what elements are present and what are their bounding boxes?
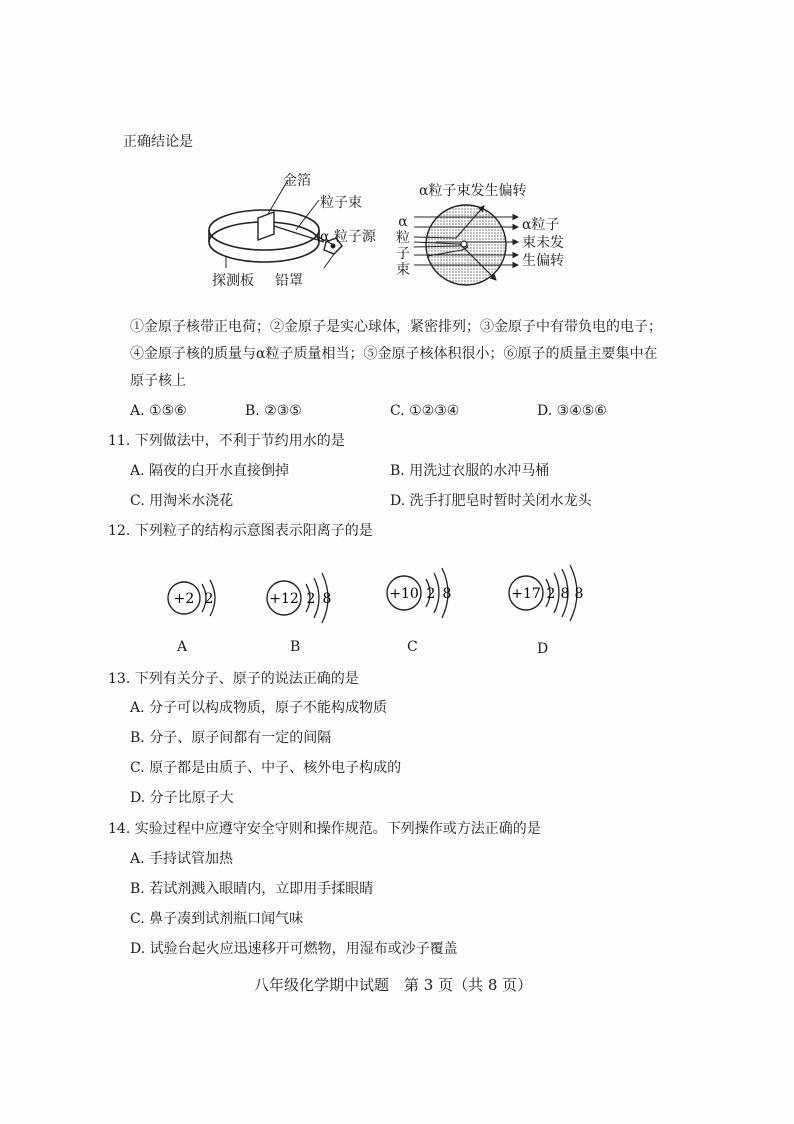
nucleus-charge: +17 bbox=[511, 586, 541, 602]
diagram-label-d: D bbox=[537, 641, 549, 657]
label-detector: 探测板 bbox=[212, 273, 254, 289]
label-beam-undeflected: α粒子 束未发 生偏转 bbox=[522, 217, 564, 269]
label-alpha-source: α 粒子源 bbox=[320, 229, 376, 245]
nucleus-charge: +10 bbox=[389, 586, 419, 602]
q10-prompt-tail: 正确结论是 bbox=[123, 134, 193, 150]
q13-option-c: C. 原子都是由质子、中子、核外电子构成的 bbox=[130, 760, 402, 776]
diagram-label-a: A bbox=[177, 639, 188, 655]
label-alpha-beam-vertical: α 粒 子 束 bbox=[396, 214, 410, 278]
nucleus-charge: +12 bbox=[269, 591, 299, 607]
alpha-scattering-figure bbox=[398, 190, 534, 300]
label-gold-foil: 金箔 bbox=[283, 173, 311, 189]
q10-statements-line-3: 原子核上 bbox=[130, 373, 186, 389]
atom-diagram-d bbox=[504, 561, 600, 625]
q10-option-b: B. ②③⑤ bbox=[245, 403, 302, 419]
q14-option-c: C. 鼻子凑到试剂瓶口闻气味 bbox=[130, 911, 304, 927]
shell-electrons: 8 bbox=[574, 586, 584, 602]
shell-electrons: 8 bbox=[560, 586, 570, 602]
shell-electrons: 2 bbox=[204, 591, 214, 607]
q10-option-d: D. ③④⑤⑥ bbox=[537, 403, 607, 419]
q13-stem: 13. 下列有关分子、原子的说法正确的是 bbox=[108, 671, 359, 687]
q13-option-b: B. 分子、原子间都有一定的间隔 bbox=[130, 730, 332, 746]
q10-statements-line-1: ①金原子核带正电荷；②金原子是实心球体，紧密排列；③金原子中有带负电的电子； bbox=[130, 319, 662, 335]
page-footer: 八年级化学期中试题 第 3 页（共 8 页） bbox=[254, 976, 533, 994]
atom-diagram-a bbox=[162, 570, 222, 626]
shell-electrons: 8 bbox=[442, 586, 452, 602]
label-beam-deflected: α粒子束发生偏转 bbox=[419, 183, 527, 199]
shell-electrons: 2 bbox=[306, 591, 316, 607]
nucleus-charge: +2 bbox=[173, 591, 195, 607]
q14-stem: 14. 实验过程中应遵守安全守则和操作规范。下列操作或方法正确的是 bbox=[108, 821, 541, 837]
shell-electrons: 8 bbox=[322, 591, 332, 607]
q11-option-a: A. 隔夜的白开水直接倒掉 bbox=[130, 463, 290, 479]
q13-option-a: A. 分子可以构成物质，原子不能构成物质 bbox=[130, 700, 388, 716]
q11-option-b: B. 用洗过衣服的水冲马桶 bbox=[390, 463, 550, 479]
q12-stem: 12. 下列粒子的结构示意图表示阳离子的是 bbox=[108, 523, 373, 539]
q14-option-a: A. 手持试管加热 bbox=[130, 851, 234, 867]
q13-option-d: D. 分子比原子大 bbox=[130, 790, 234, 806]
q10-statements-line-2: ④金原子核的质量与α粒子质量相当；⑤金原子核体积很小；⑥原子的质量主要集中在 bbox=[130, 346, 658, 362]
shell-electrons: 2 bbox=[546, 586, 556, 602]
q14-option-d: D. 试验台起火应迅速移开可燃物，用湿布或沙子覆盖 bbox=[130, 941, 458, 957]
q11-option-c: C. 用淘米水浇花 bbox=[130, 493, 234, 509]
atom-diagram-b bbox=[262, 565, 342, 629]
q10-option-c: C. ①②③④ bbox=[390, 403, 460, 419]
q10-option-a: A. ①⑤⑥ bbox=[130, 403, 187, 419]
diagram-label-b: B bbox=[290, 639, 301, 655]
q11-stem: 11. 下列做法中，不利于节约用水的是 bbox=[108, 433, 345, 449]
atom-diagram-c bbox=[382, 561, 462, 625]
diagram-label-c: C bbox=[407, 639, 418, 655]
shell-electrons: 2 bbox=[426, 586, 436, 602]
label-lead-shield: 铅罩 bbox=[275, 273, 303, 289]
label-particle-beam: 粒子束 bbox=[320, 195, 362, 211]
q14-option-b: B. 若试剂溅入眼睛内，立即用手揉眼睛 bbox=[130, 881, 374, 897]
q11-option-d: D. 洗手打肥皂时暂时关闭水龙头 bbox=[390, 493, 592, 509]
